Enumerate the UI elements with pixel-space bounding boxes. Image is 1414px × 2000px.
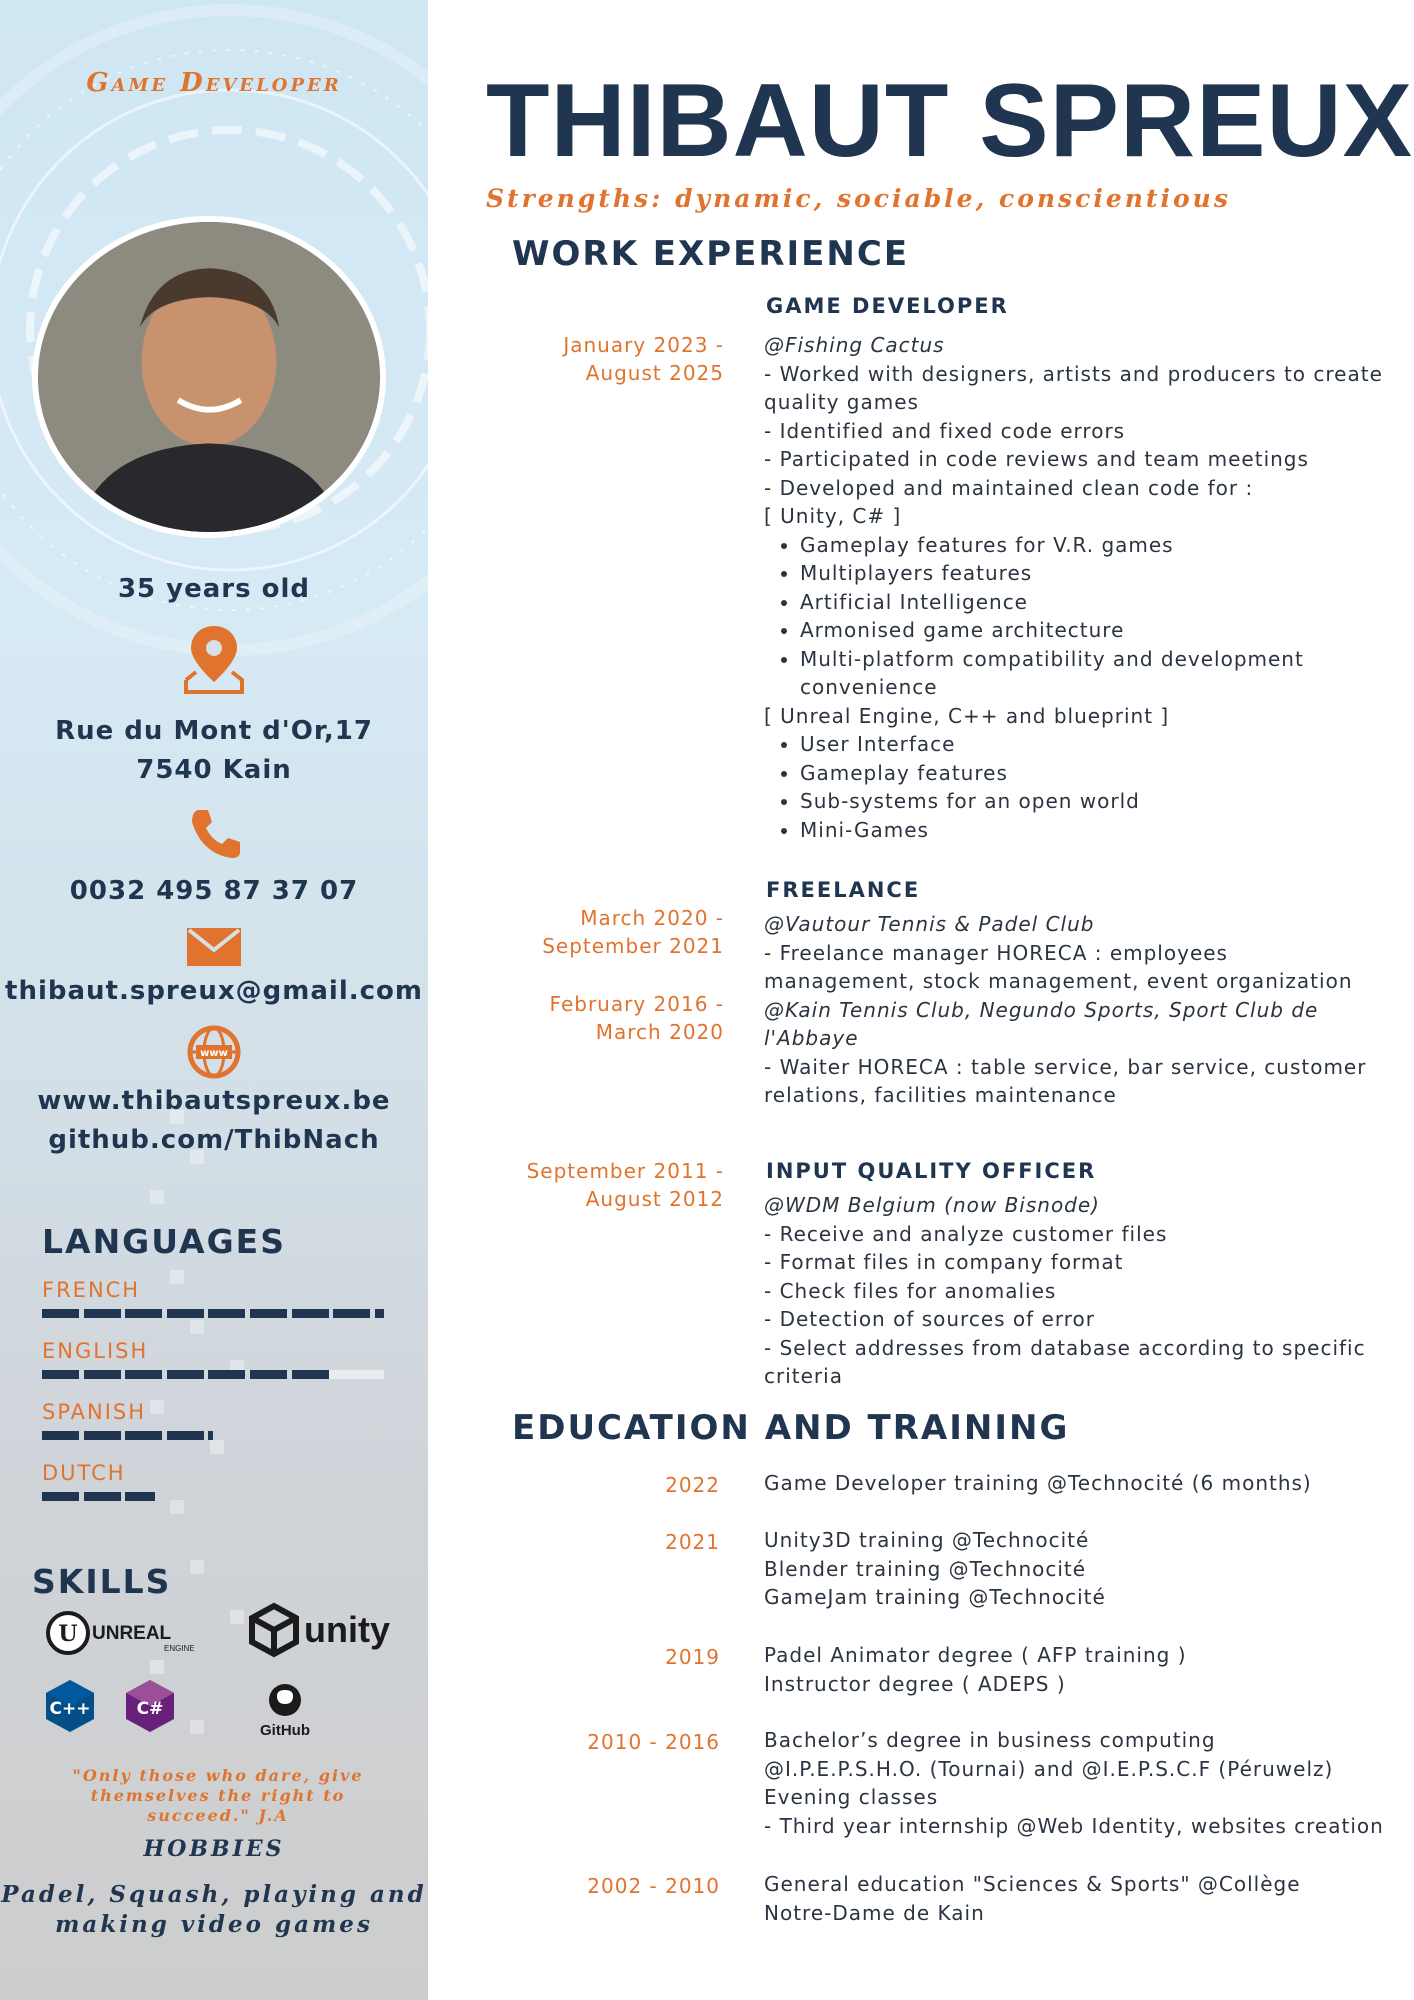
language-level-segment [42, 1370, 79, 1379]
languages-heading: LANGUAGES [42, 1222, 286, 1261]
iqo-line: - Receive and analyze customer files [764, 1221, 1168, 1246]
freelance-line-1: - Freelance manager HORECA : employees management, stock management, event organization [764, 940, 1353, 993]
csharp-label: C# [136, 1699, 164, 1719]
iqo-job-title: INPUT QUALITY OFFICER [766, 1159, 1097, 1183]
sidebar [0, 0, 428, 2000]
education-line: Instructor degree ( ADEPS ) [764, 1671, 1066, 1696]
education-line: GameJam training @Technocité [764, 1585, 1106, 1609]
github-logo [250, 1680, 320, 1740]
iqo-details [764, 1191, 1384, 1391]
iqo-line: - Check files for anomalies [764, 1278, 1057, 1303]
education-line: Evening classes [764, 1785, 939, 1809]
unity-feature-item: • Multiplayers features [800, 559, 1384, 588]
education-line: - Third year internship @Web Identity, websites creation [764, 1813, 1384, 1838]
education-date: 2021 [665, 1530, 720, 1554]
language-level-segment [208, 1370, 245, 1379]
education-line: @I.P.E.P.S.H.O. (Tournai) and @I.E.P.S.C.F (Péruwelz) [764, 1756, 1334, 1781]
address-line-1: Rue du Mont d'Or,17 [55, 716, 373, 746]
language-name: DUTCH [42, 1461, 126, 1485]
profile-photo [32, 216, 386, 538]
education-line: Notre-Dame de Kain [764, 1900, 985, 1925]
svg-text:www: www [200, 1048, 228, 1059]
unity-feature-list [764, 531, 1384, 702]
language-level-segment [84, 1492, 121, 1501]
full-name: THIBAUT SPREUX [486, 63, 1413, 179]
csharp-logo [124, 1678, 176, 1734]
language-level-segment [42, 1492, 79, 1501]
iqo-line: - Select addresses from database according to specific criteria [764, 1335, 1366, 1388]
game-developer-company: @Fishing Cactus [764, 333, 945, 357]
iqo-line: - Detection of sources of error [764, 1307, 1095, 1331]
language-level-segment [333, 1309, 370, 1318]
game-developer-line: - Participated in code reviews and team meetings [764, 447, 1309, 471]
unreal-feature-item: • Gameplay features [800, 759, 1384, 788]
education-line: Game Developer training @Technocité (6 months) [764, 1471, 1312, 1495]
education-date: 2010 - 2016 [587, 1730, 720, 1754]
freelance-job-title: FREELANCE [766, 878, 921, 902]
github-label: GitHub [260, 1722, 310, 1739]
game-developer-date: January 2023 - August 2025 [563, 333, 724, 385]
unity-feature-item: • Artificial Intelligence [800, 588, 1384, 617]
globe-www-icon [0, 1024, 428, 1080]
language-level-segment [208, 1431, 213, 1440]
language-level-segment [167, 1431, 204, 1440]
hobbies-text: Padel, Squash, playing and making video games [1, 1881, 427, 1938]
language-name: SPANISH [42, 1400, 147, 1424]
unreal-feature-list [764, 730, 1384, 844]
language-level-segment [375, 1309, 384, 1318]
language-level-bar [42, 1431, 384, 1440]
game-developer-line: - Identified and fixed code errors [764, 418, 1126, 443]
education-line: Blender training @Technocité [764, 1556, 1087, 1581]
education-heading: EDUCATION AND TRAINING [512, 1408, 1070, 1448]
education-entry [764, 1641, 1394, 1698]
iqo-company: @WDM Belgium (now Bisnode) [764, 1193, 1100, 1217]
language-level-segment [167, 1370, 204, 1379]
game-developer-line: - Worked with designers, artists and producers to create quality games [764, 361, 1383, 414]
language-level-segment [42, 1309, 79, 1318]
education-date: 2002 - 2010 [587, 1874, 720, 1898]
language-level-bar [42, 1492, 384, 1501]
skills-heading: SKILLS [32, 1562, 172, 1601]
website-link[interactable]: www.thibautspreux.be [37, 1086, 391, 1116]
education-date: 2019 [665, 1645, 720, 1669]
cpp-label: C++ [49, 1699, 91, 1719]
language-level-segment [125, 1309, 162, 1318]
education-line: General education "Sciences & Sports" @Collège [764, 1872, 1301, 1896]
freelance-company-2: @Kain Tennis Club, Negundo Sports, Sport Club de l'Abbaye [764, 997, 1319, 1050]
language-level-segment [125, 1492, 155, 1501]
unreal-feature-item: • Sub-systems for an open world [800, 787, 1384, 816]
unreal-feature-item: • User Interface [800, 730, 1384, 759]
iqo-date: September 2011 - August 2012 [526, 1159, 724, 1211]
language-level-segment [84, 1309, 121, 1318]
email-address[interactable]: thibaut.spreux@gmail.com [5, 976, 423, 1006]
svg-text:U: U [58, 1621, 78, 1647]
education-entry [764, 1469, 1394, 1498]
unity-label: unity [304, 1609, 390, 1650]
language-name: FRENCH [42, 1278, 141, 1302]
email-icon [0, 926, 428, 968]
unity-logo [246, 1602, 396, 1658]
unreal-engine-logo [44, 1608, 194, 1658]
unity-feature-item: • Gameplay features for V.R. games [800, 531, 1384, 560]
work-experience-heading: WORK EXPERIENCE [512, 234, 910, 274]
language-name: ENGLISH [42, 1339, 149, 1363]
age: 35 years old [117, 574, 311, 604]
education-line: Unity3D training @Technocité [764, 1528, 1090, 1552]
education-date: 2022 [665, 1473, 720, 1497]
language-level-segment [125, 1370, 162, 1379]
freelance-company-1: @Vautour Tennis & Padel Club [764, 912, 1095, 936]
hobbies-heading: HOBBIES [143, 1836, 285, 1862]
game-developer-details [764, 331, 1384, 844]
unreal-feature-item: • Mini-Games [800, 816, 1384, 845]
unity-feature-item: • Armonised game architecture [800, 616, 1384, 645]
quote: "Only those who dare, give themselves the right to succeed." J.A [72, 1766, 364, 1825]
language-level-segment [42, 1431, 79, 1440]
language-level-segment [208, 1309, 245, 1318]
language-level-segment [292, 1370, 329, 1379]
unity-feature-item: • Multi-platform compatibility and development convenience [800, 645, 1384, 702]
sidebar-job-title: Game Developer [86, 68, 342, 98]
iqo-line: - Format files in company format [764, 1250, 1124, 1274]
cpp-logo [44, 1678, 96, 1734]
location-pin-icon [0, 622, 428, 696]
language-level-bar [42, 1309, 384, 1318]
language-level-segment [84, 1431, 121, 1440]
game-developer-line: [ Unity, C# ] [764, 504, 902, 528]
unreal-header: [ Unreal Engine, C++ and blueprint ] [764, 703, 1170, 728]
strengths: Strengths: dynamic, sociable, conscientious [486, 184, 1231, 213]
github-link[interactable]: github.com/ThibNach [48, 1125, 380, 1155]
language-level-segment [167, 1309, 204, 1318]
address-line-2: 7540 Kain [136, 755, 292, 785]
unreal-label: UNREAL [92, 1623, 172, 1644]
language-level-segment [250, 1370, 287, 1379]
game-developer-job-title: GAME DEVELOPER [766, 294, 1009, 318]
freelance-line-2: - Waiter HORECA : table service, bar service, customer relations, facilities maintenance [764, 1054, 1367, 1107]
phone-number: 0032 495 87 37 07 [69, 876, 359, 906]
freelance-date-2: February 2016 - March 2020 [549, 992, 724, 1044]
language-level-segment [84, 1370, 121, 1379]
game-developer-line: - Developed and maintained clean code for : [764, 475, 1254, 500]
education-entry [764, 1870, 1394, 1927]
education-line: Bachelor’s degree in business computing [764, 1728, 1216, 1752]
education-entry [764, 1526, 1394, 1612]
language-level-bar [42, 1370, 384, 1379]
unreal-sub-label: ENGINE [164, 1644, 194, 1653]
freelance-details [764, 910, 1384, 1110]
education-line: Padel Animator degree ( AFP training ) [764, 1643, 1187, 1667]
language-level-segment [125, 1431, 162, 1440]
language-level-segment [292, 1309, 329, 1318]
language-level-remainder [329, 1370, 384, 1379]
language-level-segment [250, 1309, 287, 1318]
education-entry [764, 1726, 1394, 1840]
freelance-date-1: March 2020 - September 2021 [542, 906, 724, 958]
phone-icon [0, 806, 428, 862]
